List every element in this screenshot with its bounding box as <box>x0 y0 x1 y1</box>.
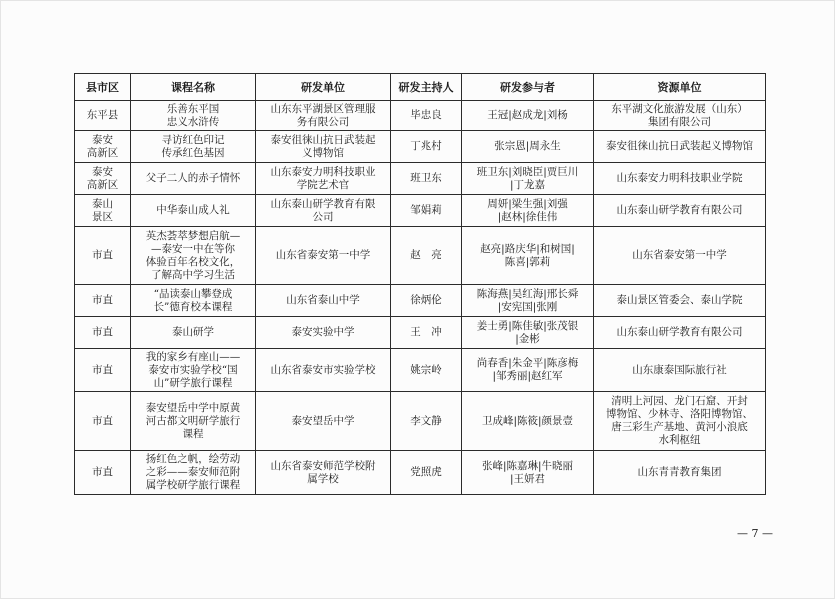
table-row <box>75 195 766 227</box>
cell-participants: 赵亮|路庆华|和树国| 陈喜|郭莉 <box>462 227 594 285</box>
cell-developer: 山东东平湖景区管理服 务有限公司 <box>256 101 391 131</box>
header-county: 县市区 <box>75 74 131 101</box>
cell-developer: 山东省泰安师范学校附 属学校 <box>256 451 391 495</box>
cell-host: 邹娟莉 <box>391 195 462 227</box>
table-row <box>75 285 766 317</box>
cell-resource: 泰山景区管委会、泰山学院 <box>594 285 766 317</box>
cell-county: 市直 <box>75 392 131 451</box>
cell-county: 泰山 景区 <box>75 195 131 227</box>
table-row <box>75 131 766 163</box>
cell-course: 乐善东平国 忠义水浒传 <box>131 101 256 131</box>
cell-county: 市直 <box>75 317 131 349</box>
cell-participants: 王冠|赵成龙|刘杨 <box>462 101 594 131</box>
course-table <box>74 73 766 495</box>
cell-course: “品读泰山攀登成 长”德育校本课程 <box>131 285 256 317</box>
cell-host: 党照虎 <box>391 451 462 495</box>
cell-resource: 东平湖文化旅游发展（山东） 集团有限公司 <box>594 101 766 131</box>
cell-developer: 泰安实验中学 <box>256 317 391 349</box>
cell-resource: 山东省泰安第一中学 <box>594 227 766 285</box>
header-participants: 研发参与者 <box>462 74 594 101</box>
cell-developer: 山东泰安力明科技职业 学院艺术官 <box>256 163 391 195</box>
cell-participants: 卫成峰|陈筱|颜景壹 <box>462 392 594 451</box>
cell-county: 泰安 高新区 <box>75 131 131 163</box>
header-course: 课程名称 <box>131 74 256 101</box>
table-row <box>75 349 766 392</box>
table-row <box>75 227 766 285</box>
header-resource: 资源单位 <box>594 74 766 101</box>
header-developer: 研发单位 <box>256 74 391 101</box>
cell-host: 毕忠良 <box>391 101 462 131</box>
cell-county: 泰安 高新区 <box>75 163 131 195</box>
cell-resource: 山东康泰国际旅行社 <box>594 349 766 392</box>
table-header-row <box>75 74 766 101</box>
cell-participants: 尚春香|朱金平|陈彦梅 |邹秀丽|赵红军 <box>462 349 594 392</box>
cell-participants: 班卫东|刘晓臣|贾巨川 |丁龙嘉 <box>462 163 594 195</box>
cell-county: 市直 <box>75 349 131 392</box>
cell-resource: 泰安徂徕山抗日武装起义博物馆 <box>594 131 766 163</box>
cell-participants: 陈海燕|吴红海|邢长舜 |安宪国|张刚 <box>462 285 594 317</box>
cell-resource: 清明上河园、龙门石窟、开封 博物馆、少林寺、洛阳博物馆、 唐三彩生产基地、黄河小浪底 水利枢纽 <box>594 392 766 451</box>
cell-resource: 山东泰山研学教育有限公司 <box>594 317 766 349</box>
cell-resource: 山东泰安力明科技职业学院 <box>594 163 766 195</box>
cell-host: 丁兆村 <box>391 131 462 163</box>
cell-participants: 姜士勇|陈佳敏|张茂银 |金彬 <box>462 317 594 349</box>
cell-host: 姚宗岭 <box>391 349 462 392</box>
cell-developer: 山东省泰安第一中学 <box>256 227 391 285</box>
table-row <box>75 451 766 495</box>
cell-course: 泰安望岳中学中原黄 河古都文明研学旅行 课程 <box>131 392 256 451</box>
table-row <box>75 101 766 131</box>
cell-course: 泰山研学 <box>131 317 256 349</box>
cell-developer: 山东泰山研学教育有限 公司 <box>256 195 391 227</box>
cell-course: 我的家乡有座山—— 泰安市实验学校“国 山”研学旅行课程 <box>131 349 256 392</box>
cell-host: 徐炳伦 <box>391 285 462 317</box>
cell-county: 市直 <box>75 285 131 317</box>
cell-participants: 周妍|梁生强|刘强 |赵林|徐佳伟 <box>462 195 594 227</box>
cell-county: 市直 <box>75 451 131 495</box>
cell-course: 寻访红色印记 传承红色基因 <box>131 131 256 163</box>
cell-developer: 泰安望岳中学 <box>256 392 391 451</box>
cell-developer: 山东省泰山中学 <box>256 285 391 317</box>
cell-resource: 山东泰山研学教育有限公司 <box>594 195 766 227</box>
cell-course: 中华泰山成人礼 <box>131 195 256 227</box>
table-row <box>75 163 766 195</box>
cell-host: 班卫东 <box>391 163 462 195</box>
header-host: 研发主持人 <box>391 74 462 101</box>
cell-host: 李文静 <box>391 392 462 451</box>
cell-course: 扬红色之帆，绘劳动 之彩——泰安师范附 属学校研学旅行课程 <box>131 451 256 495</box>
cell-course: 父子二人的赤子情怀 <box>131 163 256 195</box>
cell-county: 市直 <box>75 227 131 285</box>
cell-host: 赵 亮 <box>391 227 462 285</box>
cell-host: 王 冲 <box>391 317 462 349</box>
cell-participants: 张宗恩|周永生 <box>462 131 594 163</box>
page-number: — 7 — <box>737 527 773 540</box>
cell-resource: 山东青青教育集团 <box>594 451 766 495</box>
cell-developer: 山东省泰安市实验学校 <box>256 349 391 392</box>
cell-developer: 泰安徂徕山抗日武装起 义博物馆 <box>256 131 391 163</box>
table-row <box>75 317 766 349</box>
cell-course: 英杰荟萃梦想启航— —泰安一中在等你 体验百年名校文化， 了解高中学习生活 <box>131 227 256 285</box>
cell-participants: 张峰|陈嘉琳|牛晓丽 |王妍君 <box>462 451 594 495</box>
table-row <box>75 392 766 451</box>
cell-county: 东平县 <box>75 101 131 131</box>
